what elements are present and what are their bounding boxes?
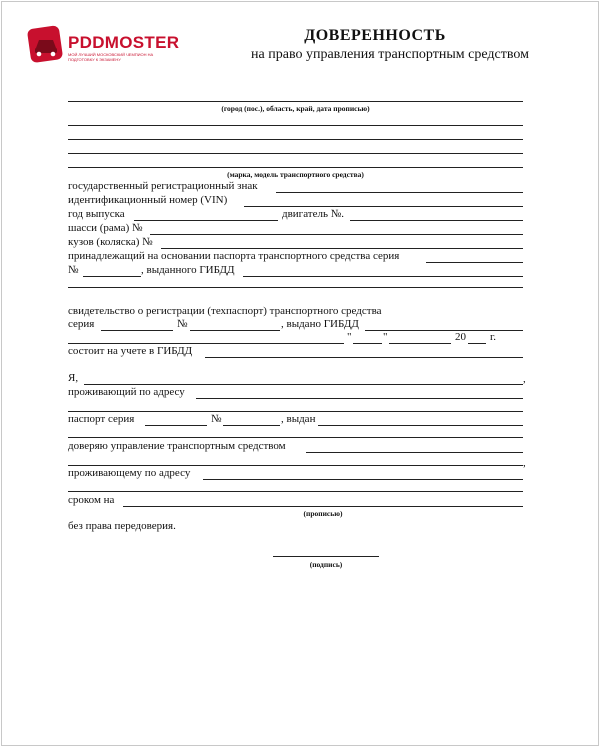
label-trust-management: доверяю управление транспортным средством	[68, 440, 286, 452]
term-field[interactable]	[123, 506, 523, 507]
label-i: Я,	[68, 372, 79, 384]
label-engine: двигатель №.	[282, 208, 344, 220]
label-living-at-dat: проживающему по адресу	[68, 467, 191, 479]
pts-number-field[interactable]	[83, 276, 141, 277]
date-day-field[interactable]	[353, 343, 382, 344]
body-field[interactable]	[161, 248, 523, 249]
cert-series-field[interactable]	[101, 330, 173, 331]
trustee-address-line-2[interactable]	[68, 491, 523, 492]
vehicle-line-3[interactable]	[68, 153, 523, 154]
principal-name-field[interactable]	[84, 384, 523, 385]
label-year: год выпуска	[68, 208, 125, 220]
document-subtitle: на право управления транспортным средством	[251, 47, 529, 62]
car-emblem-icon	[26, 24, 66, 64]
passport-number-field[interactable]	[223, 425, 280, 426]
logo-tagline: МОЙ ЛУЧШИЙ МОСКОВСКИЙ ЧЕМПИОН НА ПОДГОТОВКУ К ЭКЗАМЕНУ	[68, 52, 154, 62]
label-belongs: принадлежащий на основании паспорта транспортного средства серия	[68, 250, 400, 262]
label-pts-number: №	[68, 264, 79, 276]
label-reg-certificate: свидетельство о регистрации (техпаспорт) транспортного средства	[68, 305, 382, 317]
quote-close: "	[383, 331, 388, 343]
passport-series-field[interactable]	[145, 425, 207, 426]
caption-city-date: (город (пос.), область, край, дата прописью)	[221, 104, 370, 113]
passport-issued-line-2[interactable]	[68, 437, 523, 438]
year-suffix: г.	[490, 331, 497, 343]
trustee-address-field[interactable]	[203, 479, 523, 480]
chassis-field[interactable]	[150, 234, 523, 235]
issued-gibdd-field[interactable]	[243, 276, 523, 277]
label-cert-number: №	[177, 318, 188, 330]
reg-plate-field[interactable]	[276, 192, 523, 193]
caption-vehicle: (марка, модель транспортного средства)	[227, 170, 364, 179]
cert-number-field[interactable]	[190, 330, 280, 331]
label-living-at: проживающий по адресу	[68, 386, 185, 398]
principal-address-line-2[interactable]	[68, 411, 523, 412]
logo-name: PDDMOSTER	[68, 33, 180, 52]
date-year-field[interactable]	[468, 343, 486, 344]
pts-extra-line[interactable]	[68, 287, 523, 288]
document-title: ДОВЕРЕННОСТЬ	[304, 27, 446, 44]
label-issued-gibdd: , выданного ГИБДД	[141, 264, 235, 276]
registered-at-field[interactable]	[205, 357, 523, 358]
principal-address-field[interactable]	[196, 398, 523, 399]
label-vin: идентификационный номер (VIN)	[68, 194, 228, 206]
label-registered-at: состоит на учете в ГИБДД	[68, 345, 193, 357]
trustee-name-line-2[interactable]	[68, 465, 523, 466]
quote-open: "	[347, 331, 352, 343]
year-field[interactable]	[134, 220, 278, 221]
passport-issued-field[interactable]	[318, 425, 523, 426]
label-cert-issued: , выдано ГИБДД	[281, 318, 359, 330]
comma-1: ,	[523, 373, 526, 385]
logo	[26, 22, 186, 66]
label-body: кузов (коляска) №	[68, 236, 153, 248]
cert-issued-field[interactable]	[365, 330, 523, 331]
vehicle-line-1[interactable]	[68, 125, 523, 126]
label-passport-number: №	[211, 413, 222, 425]
label-term: сроком на	[68, 494, 115, 506]
no-subdelegation: без права передоверия.	[68, 520, 176, 532]
signature-field[interactable]	[273, 556, 379, 557]
comma-2: ,	[523, 457, 526, 469]
caption-in-words: (прописью)	[303, 509, 343, 518]
date-month-field[interactable]	[389, 343, 451, 344]
vin-field[interactable]	[244, 206, 523, 207]
caption-signature: (подпись)	[309, 560, 343, 569]
year-prefix: 20	[455, 331, 466, 343]
label-chassis: шасси (рама) №	[68, 222, 143, 234]
label-cert-series: серия	[68, 318, 95, 330]
label-reg-plate: государственный регистрационный знак	[68, 180, 258, 192]
engine-field[interactable]	[350, 220, 523, 221]
label-passport-series: паспорт серия	[68, 413, 135, 425]
pts-series-field[interactable]	[426, 262, 523, 263]
city-date-line[interactable]	[68, 101, 523, 102]
cert-issued-line-2[interactable]	[68, 343, 344, 344]
label-passport-issued: , выдан	[281, 413, 316, 425]
vehicle-line-2[interactable]	[68, 139, 523, 140]
vehicle-line-4[interactable]	[68, 167, 523, 168]
trustee-name-field[interactable]	[306, 452, 523, 453]
